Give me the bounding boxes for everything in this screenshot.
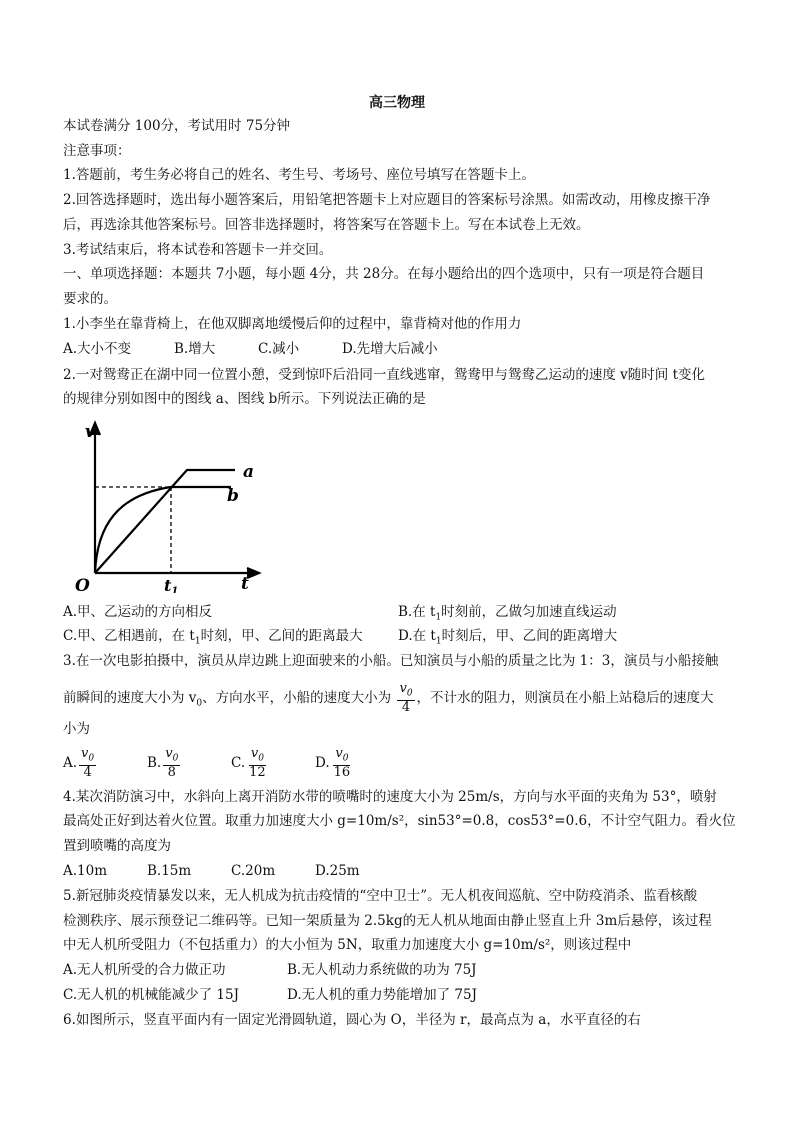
- velocity-time-graph: [63, 415, 273, 593]
- q5-option-b: B.无人机动力系统做的功为 75J: [287, 962, 477, 978]
- q4-stem-cont: 最高处正好到达着火位置。取重力加速度大小 g=10m/s²，sin53°=0.8，cos53°=0.6，不计空气阻力。看火位: [63, 813, 736, 829]
- q2-stem-cont: 的规律分别如图中的图线 a、图线 b所示。下列说法正确的是: [63, 391, 426, 407]
- q2-stem: 2.一对鸳鸯正在湖中同一位置小憩，受到惊吓后沿同一直线逃窜，鸳鸯甲与鸳鸯乙运动的速度 v随时间 t变化: [63, 367, 706, 383]
- q1-option-d: D.先增大后减小: [342, 341, 438, 357]
- notice-item-3: 3.考试结束后，将本试卷和答题卡一并交回。: [63, 242, 333, 258]
- q3-option-c: C. $\frac{v_0}{12}$: [231, 745, 266, 781]
- q4-stem-end: 置到喷嘴的高度为: [63, 838, 171, 854]
- q1-stem: 1.小李坐在靠背椅上，在他双脚离地缓慢后仰的过程中，靠背椅对他的作用力: [63, 316, 522, 332]
- t1-subscript: 1: [171, 586, 179, 593]
- page-title: 高三物理: [369, 95, 425, 111]
- q2-option-c: C.甲、乙相遇前，在 $t_1$时刻，甲、乙间的距离最大: [63, 628, 363, 647]
- curve-b: [95, 487, 231, 573]
- q5-option-c: C.无人机的机械能减少了 15J: [63, 987, 240, 1003]
- q5-stem: 5.新冠肺炎疫情暴发以来，无人机成为抗击疫情的“空中卫士”。无人机夜间巡航、空中防疫消杀、监看核酸: [63, 888, 698, 904]
- notice-item-2a: 2.回答选择题时，选出每小题答案后，用铅笔把答题卡上对应题目的答案标号涂黑。如需改动，用橡皮擦干净: [63, 192, 711, 208]
- notice-item-1: 1.答题前，考生务必将自己的姓名、考生号、考场号、座位号填写在答题卡上。: [63, 167, 535, 183]
- q4-option-c: C.20m: [231, 863, 276, 879]
- q4-option-b: B.15m: [147, 863, 192, 879]
- section-heading-cont: 要求的。: [63, 291, 117, 307]
- origin-label: O: [75, 576, 90, 593]
- q3-option-b: B. $\frac{v_0}{8}$: [147, 745, 179, 781]
- q3-stem-end: 小为: [63, 721, 90, 737]
- speed-fraction: $\frac{v_0}{4}$: [399, 680, 413, 716]
- q3-option-a: A. $\frac{v_0}{4}$: [63, 745, 95, 781]
- q1-option-b: B.增大: [174, 341, 216, 357]
- q2-option-b: B.在 $t_1$时刻前，乙做匀加速直线运动: [398, 604, 617, 623]
- q5-option-d: D.无人机的重力势能增加了 75J: [287, 987, 478, 1003]
- section-heading: 一、单项选择题：本题共 7小题，每小题 4分，共 28分。在每小题给出的四个选项中，只有一项是符合题目: [63, 266, 705, 282]
- q5-stem-cont: 检测秩序、展示预登记二维码等。已知一架质量为 2.5kg的无人机从地面由静止竖直上升 3m后悬停，该过程: [63, 913, 712, 929]
- exam-info: 本试卷满分 100分，考试用时 75分钟: [63, 118, 291, 134]
- line-a-label: a: [243, 462, 255, 482]
- v-axis-label: v: [85, 422, 95, 442]
- t-axis-label: t: [241, 574, 249, 593]
- q4-stem: 4.某次消防演习中，水斜向上离开消防水带的喷嘴时的速度大小为 25m/s，方向与水平面的夹角为 53°，喷射: [63, 789, 717, 805]
- q6-stem: 6.如图所示，竖直平面内有一固定光滑圆轨道，圆心为 O，半径为 r，最高点为 a，水平直径的右: [63, 1012, 641, 1028]
- svg-text:t1: [164, 576, 178, 593]
- q2-option-a: A.甲、乙运动的方向相反: [63, 604, 213, 620]
- line-a: [95, 470, 235, 573]
- q1-option-a: A.大小不变: [63, 341, 132, 357]
- q5-stem-end: 中无人机所受阻力（不包括重力）的大小恒为 5N，取重力加速度大小 g=10m/s²，则该过程中: [63, 937, 632, 953]
- q4-option-a: A.10m: [63, 863, 108, 879]
- t1-label: t: [164, 576, 172, 593]
- line-b-label: b: [227, 486, 239, 506]
- q5-option-a: A.无人机所受的合力做正功: [63, 962, 226, 978]
- q2-option-d: D.在 $t_1$时刻后，甲、乙间的距离增大: [398, 628, 618, 647]
- q3-option-d: D. $\frac{v_0}{16}$: [315, 745, 351, 781]
- q1-option-c: C.减小: [258, 341, 300, 357]
- q3-stem: 3.在一次电影拍摄中，演员从岸边跳上迎面驶来的小船。已知演员与小船的质量之比为 1：3，演员与小船接触: [63, 653, 719, 669]
- notice-label: 注意事项：: [63, 143, 131, 159]
- q4-option-d: D.25m: [315, 863, 360, 879]
- q3-stem-cont: 前瞬间的速度大小为 $v_0$、方向水平，小船的速度大小为 $\frac{v_0}{4}$ ，不计水的阻力，则演员在小船上站稳后的速度大: [63, 680, 714, 716]
- notice-item-2b: 后，再选涂其他答案标号。回答非选择题时，将答案写在答题卡上。写在本试卷上无效。: [63, 217, 590, 233]
